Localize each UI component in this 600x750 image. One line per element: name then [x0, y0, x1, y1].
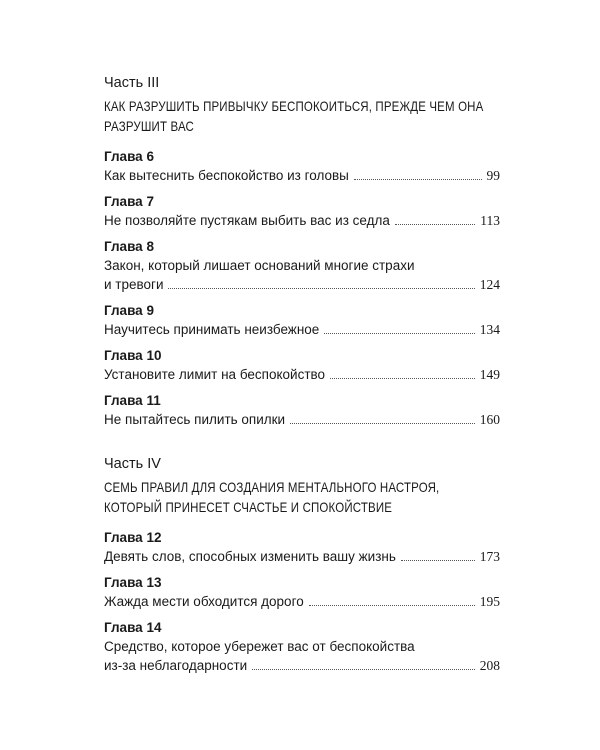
chapter-title: из-за неблагодарности	[104, 658, 248, 673]
chapter-entry	[104, 547, 500, 566]
chapter-title: Научитесь принимать неизбежное	[104, 322, 320, 337]
chapter-12[interactable]	[104, 529, 500, 566]
dot-leader	[309, 604, 475, 606]
chapter-title-line: Средство, которое убережет вас от беспокойства	[104, 639, 415, 654]
part-label: Часть III	[104, 75, 160, 91]
part-title-line-2: КОТОРЫЙ ПРИНЕСЕТ СЧАСТЬЕ И СПОКОЙСТВИЕ	[104, 499, 393, 515]
dot-leader	[168, 287, 474, 289]
chapter-title: и тревоги	[104, 277, 164, 292]
chapter-label: Глава 12	[104, 530, 162, 545]
chapter-entry	[104, 275, 500, 294]
chapter-11[interactable]	[104, 392, 500, 429]
page-number: 113	[480, 213, 500, 228]
page-number: 149	[479, 367, 500, 382]
dot-leader	[330, 377, 475, 379]
chapter-title-line: Закон, который лишает оснований многие страхи	[104, 258, 415, 273]
chapter-10[interactable]	[104, 347, 500, 384]
chapter-13[interactable]	[104, 574, 500, 611]
page-number: 160	[479, 412, 500, 427]
page-number: 99	[486, 168, 500, 183]
part-title-line-1: СЕМЬ ПРАВИЛ ДЛЯ СОЗДАНИЯ МЕНТАЛЬНОГО НАСТРОЯ,	[104, 479, 440, 495]
chapter-entry	[104, 211, 500, 230]
chapter-entry	[104, 320, 500, 339]
chapter-title: Жажда мести обходится дорого	[104, 594, 304, 609]
chapter-label: Глава 10	[104, 348, 162, 363]
chapter-6[interactable]	[104, 148, 500, 185]
chapter-8[interactable]	[104, 238, 500, 294]
dot-leader	[395, 223, 475, 225]
chapter-label: Глава 8	[104, 239, 154, 254]
page-number: 134	[479, 322, 500, 337]
page-number: 195	[479, 594, 500, 609]
chapter-14[interactable]	[104, 619, 500, 675]
chapter-9[interactable]	[104, 302, 500, 339]
part-4	[104, 455, 500, 675]
chapter-label: Глава 9	[104, 303, 154, 318]
chapter-entry	[104, 365, 500, 384]
chapter-7[interactable]	[104, 193, 500, 230]
chapter-label: Глава 6	[104, 149, 154, 164]
dot-leader	[252, 668, 475, 670]
chapter-entry	[104, 656, 500, 675]
chapter-entry	[104, 410, 500, 429]
page-number: 124	[479, 277, 500, 292]
page-number: 173	[479, 549, 500, 564]
page-number: 208	[479, 658, 500, 673]
chapter-title: Девять слов, способных изменить вашу жизнь	[104, 549, 396, 564]
chapter-title: Как вытеснить беспокойство из головы	[104, 168, 349, 183]
dot-leader	[401, 559, 475, 561]
chapter-label: Глава 14	[104, 620, 162, 635]
dot-leader	[324, 332, 474, 334]
table-of-contents	[104, 74, 500, 675]
chapter-title: Не позволяйте пустякам выбить вас из седла	[104, 213, 390, 228]
dot-leader	[290, 422, 475, 424]
part-3	[104, 74, 500, 429]
chapter-label: Глава 7	[104, 194, 154, 209]
chapter-entry	[104, 592, 500, 611]
chapter-title: Не пытайтесь пилить опилки	[104, 412, 286, 427]
part-label: Часть IV	[104, 456, 161, 472]
chapter-label: Глава 13	[104, 575, 162, 590]
chapter-entry	[104, 166, 500, 185]
chapter-title: Установите лимит на беспокойство	[104, 367, 326, 382]
chapter-label: Глава 11	[104, 393, 161, 408]
part-title: КАК РАЗРУШИТЬ ПРИВЫЧКУ БЕСПОКОИТЬСЯ, ПРЕЖДЕ ЧЕМ ОНА РАЗРУШИТ ВАС	[104, 98, 484, 134]
dot-leader	[354, 178, 482, 180]
